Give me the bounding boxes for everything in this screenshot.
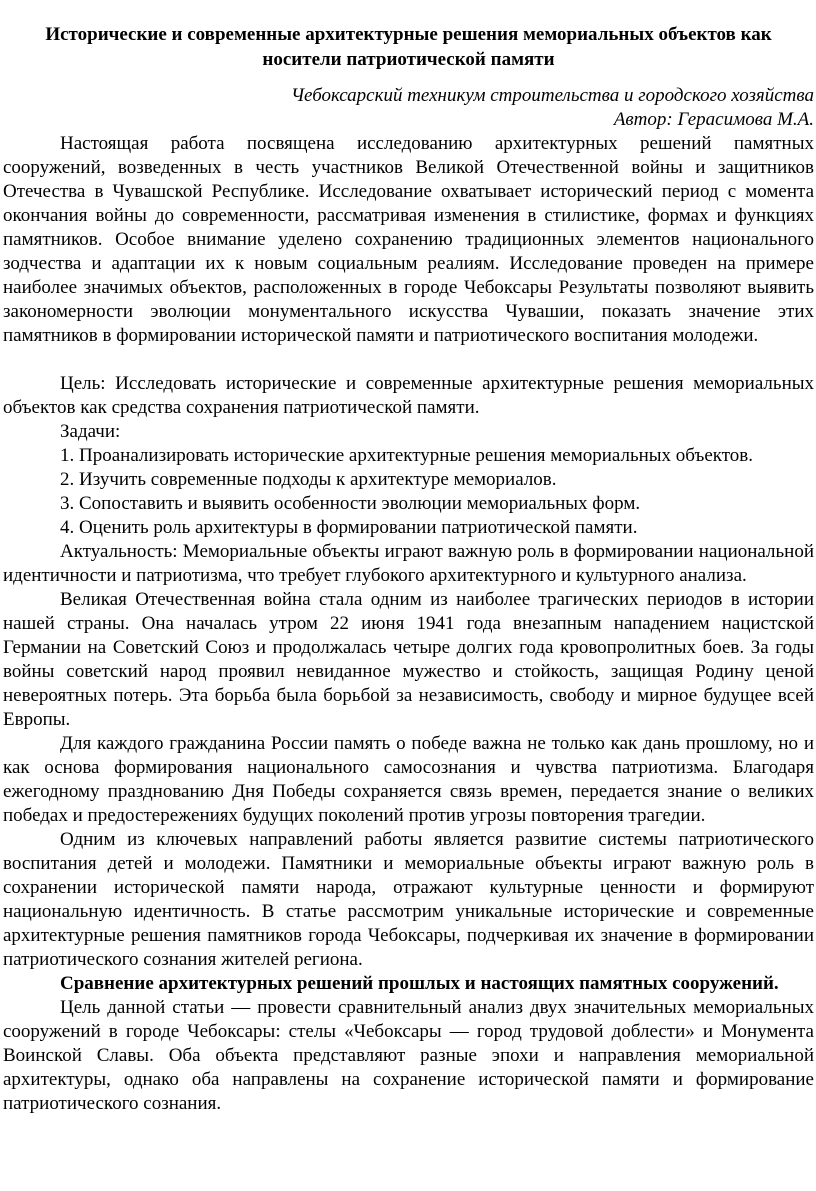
goal-paragraph: Цель: Исследовать исторические и современные архитектурные решения мемориальных объектов как средства сохранения патриотической памяти. xyxy=(3,373,814,418)
education-paragraph: Одним из ключевых направлений работы является развитие системы патриотического воспитания детей и молодежи. Памятники и мемориальные объекты играют важную роль в сохранении исторической памяти народа, отражают культурные ценности и формируют национальную идентичность. В статье рассмотрим уникальные исторические и современные архитектурные решения памятников города Чебоксары, подчеркивая их значение в формировании патриотического сознания жителей региона. xyxy=(3,829,814,970)
memory-paragraph: Для каждого гражданина России память о победе важна не только как дань прошлому, но и как основа формирования национального самосознания и чувства патриотизма. Благодаря ежегодному празднованию Дня Победы сохраняется связь времен, передается знание о великих победах и предостережениях будущих поколений против угрозы повторения трагедии. xyxy=(3,733,814,826)
section-heading: Сравнение архитектурных решений прошлых и настоящих памятных сооружений. xyxy=(60,973,779,994)
task-item: 3. Сопоставить и выявить особенности эволюции мемориальных форм. xyxy=(60,493,641,514)
relevance-paragraph: Актуальность: Мемориальные объекты играют важную роль в формировании национальной идентичности и патриотизма, что требует глубокого архитектурного и культурного анализа. xyxy=(3,541,814,586)
tasks-heading: Задачи: xyxy=(60,421,121,442)
intro-paragraph: Настоящая работа посвящена исследованию архитектурных решений памятных сооружений, возведенных в честь участников Великой Отечественной войны и защитников Отечества в Чувашской Республике. Исследование охватывает исторический период с момента окончания войны до современности, рассматривая изменения в стилистике, формах и функциях памятников. Особое внимание уделено сохранению традиционных элементов национального зодчества и адаптации их к новым социальным реалиям. Исследование проведен на примере наиболее значимых объектов, расположенных в городе Чебоксары Результаты позволяют выявить закономерности эволюции монументального искусства Чувашии, показать значение этих памятников в формировании исторической памяти и патриотического воспитания молодежи. xyxy=(3,133,814,346)
document-title: Исторические и современные архитектурные решения мемориальных объектов как носители патриотической памяти xyxy=(45,24,772,70)
author-line: Автор: Герасимова М.А. xyxy=(613,109,814,130)
institution-name: Чебоксарский техникум строительства и городского хозяйства xyxy=(290,85,814,106)
task-item: 1. Проанализировать исторические архитектурные решения мемориальных объектов. xyxy=(60,445,754,466)
task-item: 4. Оценить роль архитектуры в формировании патриотической памяти. xyxy=(60,517,638,538)
aim-paragraph: Цель данной статьи — провести сравнительный анализ двух значительных мемориальных сооружений в городе Чебоксары: стелы «Чебоксары — город трудовой доблести» и Монумента Воинской Славы. Оба объекта представляют разные эпохи и направления мемориальной архитектуры, однако оба направлены на сохранение исторической памяти и формирование патриотического сознания. xyxy=(3,997,814,1114)
task-item: 2. Изучить современные подходы к архитектуре мемориалов. xyxy=(60,469,557,490)
war-paragraph: Великая Отечественная война стала одним из наиболее трагических периодов в истории нашей страны. Она началась утром 22 июня 1941 года внезапным нападением нацистской Германии на Советский Союз и продолжалась четыре долгих года кровопролитных боев. За годы войны советский народ проявил невиданное мужество и стойкость, защищая Родину ценой невероятных потерь. Эта борьба была борьбой за независимость, свободу и мирное будущее всей Европы. xyxy=(3,589,814,730)
